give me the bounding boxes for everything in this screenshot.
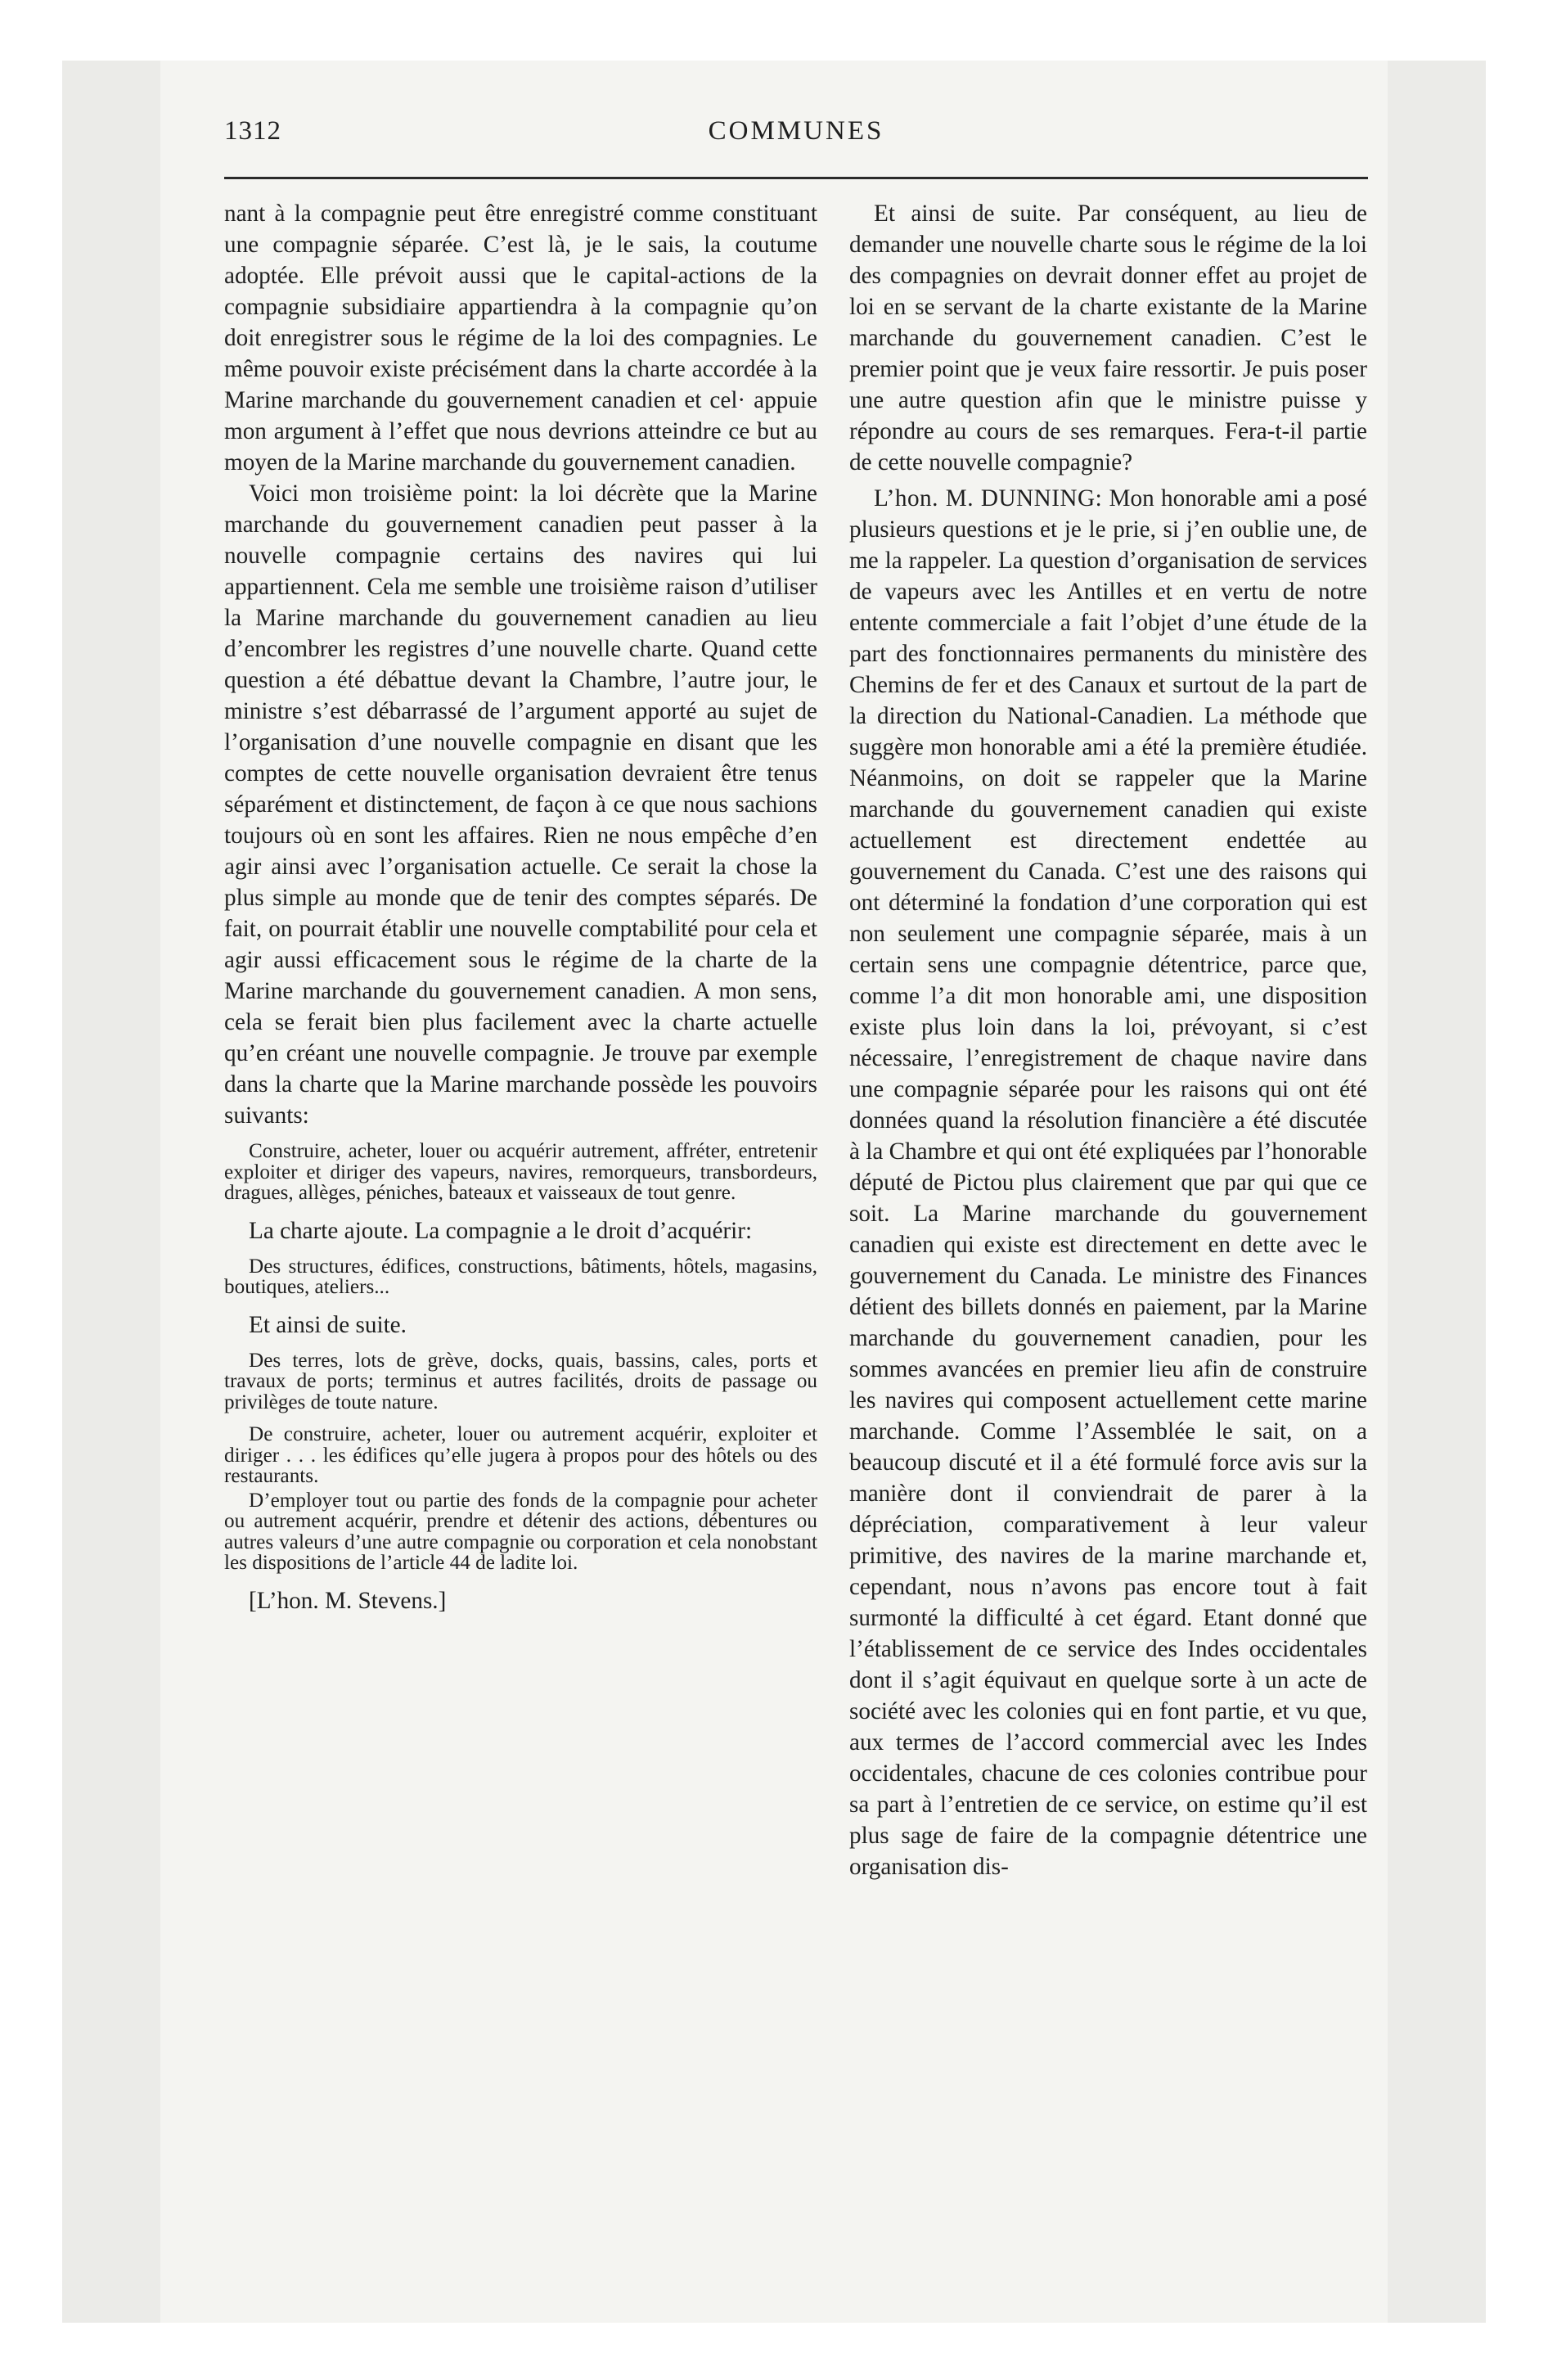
charter-quote-3: Des terres, lots de grève, docks, quais, bassins, cales, ports et travaux de ports; terminus et autres facilités, droits de passage ou privilèges de toute nature.	[224, 1349, 817, 1413]
scan-background	[62, 61, 1486, 2323]
charter-quote-2: Des structures, édifices, constructions, bâtiments, hôtels, magasins, boutiques, ateliers...	[224, 1255, 817, 1298]
speaker-attribution: [L’hon. M. Stevens.]	[249, 1587, 447, 1614]
running-title: COMMUNES	[708, 116, 884, 146]
left-paragraph-4: Et ainsi de suite.	[249, 1311, 407, 1338]
speaker-name: L’hon. M. DUNNING:	[874, 485, 1103, 512]
dunning-speech-text: Mon honorable ami a posé plusieurs questions et je le prie, si j’en oublie une, de me la rappeler. La question d’organisation de services de vapeurs avec les Antilles et en vertu de notre entente commerciale a fait l’objet d’une étude de la part des fonctionnaires permanents du ministère des Chemins de fer et des Canaux et surtout de la part de la direction du National-Canadien. La méthode que suggère mon honorable ami a été la première étudiée. Néanmoins, on doit se rappeler que la Marine marchande du gouvernement canadien qui existe actuellement est directement endettée au gouvernement du Canada. C’est une des raisons qui ont déterminé la fondation d’une corporation qui est non seulement une compagnie séparée, mais à un certain sens une compagnie détentrice, parce que, comme l’a dit mon honorable ami, une disposition existe plus loin dans la loi, prévoyant, si c’est nécessaire, l’enregistrement de chaque navire dans une compagnie séparée pour les raisons qui ont été données quand la résolution financière a été discutée à la Chambre et qui ont été expliquées par l’honorable député de Pictou plus clairement que par qui que ce soit. La Marine marchande du gouvernement canadien qui existe est directement en dette avec le gouvernement du Canada. Le ministre des Finances détient des billets donnés en paiement, par la Marine marchande du gouvernement canadien, pour les sommes avancées en premier lieu afin de construire les navires qui composent actuellement cette marine marchande. Comme l’Assemblée le sait, on a beaucoup discuté et il a été formulé force avis sur la manière dont il conviendrait de parer à la dépréciation, comparativement à leur valeur primitive, des navires de la marine marchande et, cependant, nous n’avons pas encore tout à fait surmonté la difficulté à cet égard. Etant donné que l’établissement de ce service des Indes occidentales dont il s’agit équivaut en quelque sorte à un acte de société avec les colonies qui en font partie, et vu que, aux termes de l’accord commercial avec les Indes occidentales, chacune de ces colonies contribue pour sa part à l’entretien de ce service, on estime qu’il est plus sage de faire de la compagnie détentrice une organisation dis-	[849, 485, 1368, 1880]
left-paragraph-1: nant à la compagnie peut être enregistré comme constituant une compagnie séparée. C’est là, je le sais, la coutume adoptée. Elle prévoit aussi que le capital-actions de la compagnie subsidiaire appartiendra à la compagnie qu’on doit enregistrer sous le régime de la loi des compagnies. Le même pouvoir existe précisément dans la charte accordée à la Marine marchande du gouvernement canadien et cel· appuie mon argument à l’effet que nous devrions atteindre ce but au moyen de la Marine marchande du gouvernement canadien.	[224, 201, 817, 476]
left-paragraph-3: La charte ajoute. La compagnie a le droit d’acquérir:	[249, 1217, 753, 1244]
charter-quote-5: D’employer tout ou partie des fonds de la compagnie pour acheter ou autrement acquérir, prendre et détenir des actions, débentures ou autres valeurs d’une autre compagnie ou corporation et cela nonobstant les dispositions de l’article 44 de ladite loi.	[224, 1489, 817, 1574]
document-page	[160, 61, 1388, 2323]
right-column	[849, 198, 1367, 1882]
header-rule	[224, 177, 1368, 179]
page-header	[224, 110, 1368, 156]
right-paragraph-1: Et ainsi de suite. Par conséquent, au lieu de demander une nouvelle charte sous le régime de la loi des compagnies on devrait donner effet au projet de loi en se servant de la charte existante de la Marine marchande du gouvernement canadien. C’est le premier point que je veux faire ressortir. Je puis poser une autre question afin que le ministre puisse y répondre au cours de ses remarques. Fera-t-il partie de cette nouvelle compagnie?	[849, 201, 1367, 476]
dunning-speech	[849, 483, 1367, 1882]
charter-quote-4: De construire, acheter, louer ou autrement acquérir, exploiter et diriger . . . les édifices qu’elle jugera à propos pour des hôtels ou des restaurants.	[224, 1423, 817, 1487]
left-paragraph-2: Voici mon troisième point: la loi décrète que la Marine marchande du gouvernement canadien peut passer à la nouvelle compagnie certains des navires qui lui appartiennent. Cela me semble une troisième raison d’utiliser la Marine marchande du gouvernement canadien au lieu d’encombrer les registres d’une nouvelle charte. Quand cette question a été débattue devant la Chambre, l’autre jour, le ministre s’est débarrassé de l’argument apporté au sujet de l’organisation d’une nouvelle compagnie en disant que les comptes de cette nouvelle organisation devraient être tenus séparément et distinctement, de façon à ce que nous sachions toujours où en sont les affaires. Rien ne nous empêche d’en agir ainsi avec l’organisation actuelle. Ce serait la chose la plus simple au monde que de tenir des comptes séparés. De fait, on pourrait établir une nouvelle comptabilité pour cela et agir aussi efficacement sous le régime de la charte de la Marine marchande du gouvernement canadien. A mon sens, cela se ferait bien plus facilement avec la charte actuelle qu’en créant une nouvelle compagnie. Je trouve par exemple dans la charte que la Marine marchande possède les pouvoirs suivants:	[224, 480, 817, 1129]
left-column	[224, 198, 817, 1616]
charter-quote-1: Construire, acheter, louer ou acquérir autrement, affréter, entretenir exploiter et diriger des vapeurs, navires, remorqueurs, transbordeurs, dragues, allèges, péniches, bateaux et vaisseaux de tout genre.	[224, 1140, 817, 1204]
page-number: 1312	[224, 116, 281, 146]
